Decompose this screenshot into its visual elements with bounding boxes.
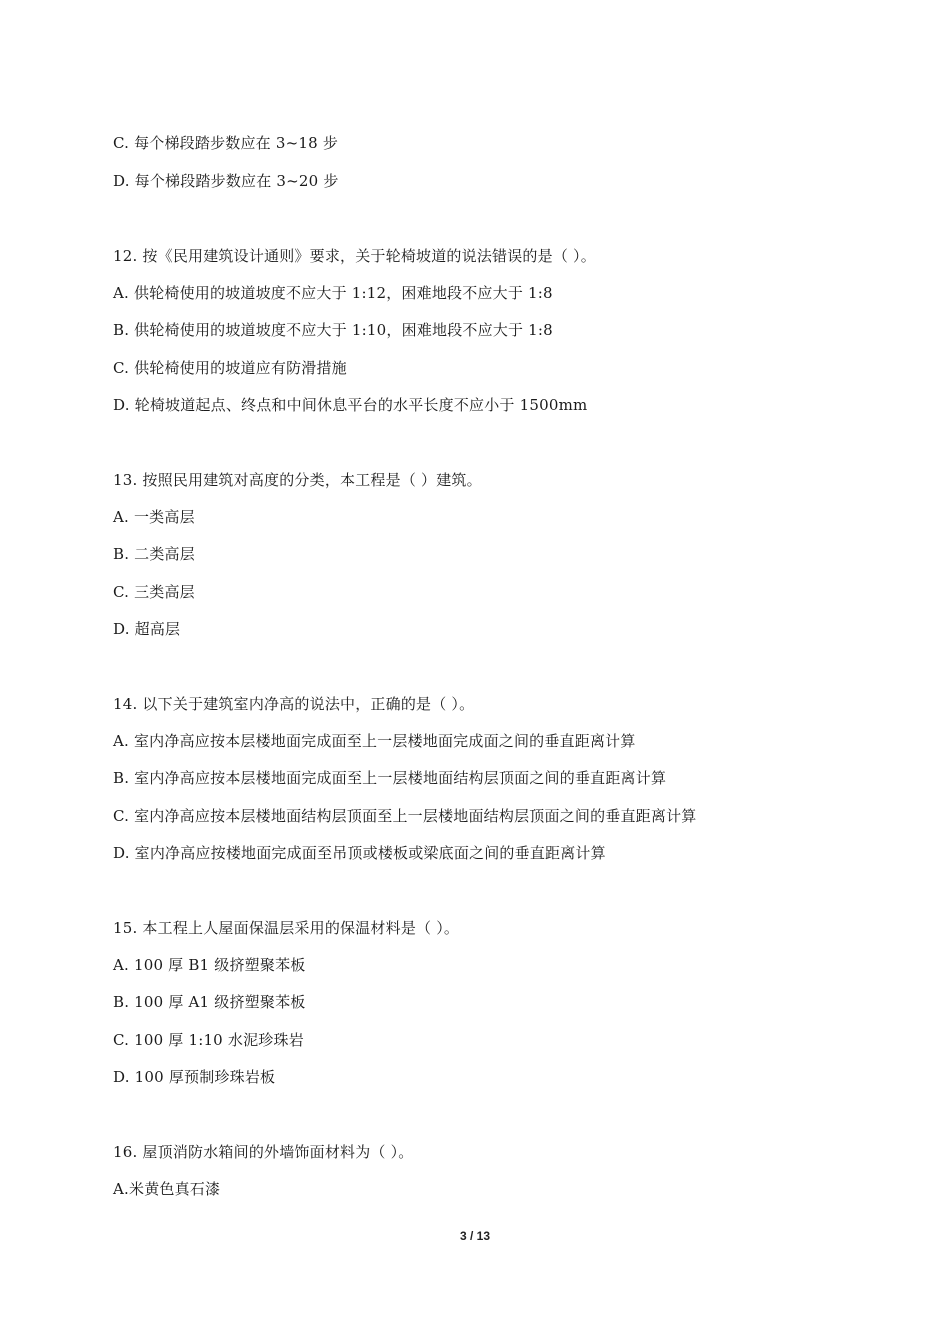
q14-option-b: B. 室内净高应按本层楼地面完成面至上一层楼地面结构层顶面之间的垂直距离计算	[113, 769, 667, 787]
q13-option-c: C. 三类高层	[113, 583, 195, 601]
q14-stem: 14. 以下关于建筑室内净高的说法中，正确的是（ ）。	[113, 695, 475, 713]
q14-option-a: A. 室内净高应按本层楼地面完成面至上一层楼地面完成面之间的垂直距离计算	[113, 732, 636, 750]
q12-option-c: C. 供轮椅使用的坡道应有防滑措施	[113, 359, 347, 377]
q13-stem: 13. 按照民用建筑对高度的分类，本工程是（ ）建筑。	[113, 471, 482, 489]
q13-option-d: D. 超高层	[113, 620, 181, 638]
q16-stem: 16. 屋顶消防水箱间的外墙饰面材料为（ ）。	[113, 1143, 414, 1161]
q11-option-c: C. 每个梯段踏步数应在 3~18 步	[113, 134, 339, 152]
q16-option-a: A.米黄色真石漆	[113, 1180, 221, 1198]
page-number: 3 / 13	[459, 1229, 491, 1243]
q15-stem: 15. 本工程上人屋面保温层采用的保温材料是（ ）。	[113, 919, 460, 937]
q12-option-b: B. 供轮椅使用的坡道坡度不应大于 1:10，困难地段不应大于 1:8	[113, 321, 553, 339]
q12-option-a: A. 供轮椅使用的坡道坡度不应大于 1:12，困难地段不应大于 1:8	[113, 284, 553, 302]
q15-option-d: D. 100 厚预制珍珠岩板	[113, 1068, 276, 1086]
q12-stem: 12. 按《民用建筑设计通则》要求，关于轮椅坡道的说法错误的是（ ）。	[113, 247, 596, 265]
q14-option-d: D. 室内净高应按楼地面完成面至吊顶或楼板或梁底面之间的垂直距离计算	[113, 844, 606, 862]
q13-option-b: B. 二类高层	[113, 545, 195, 563]
q13-option-a: A. 一类高层	[113, 508, 195, 526]
q15-option-a: A. 100 厚 B1 级挤塑聚苯板	[113, 956, 306, 974]
q15-option-b: B. 100 厚 A1 级挤塑聚苯板	[113, 993, 306, 1011]
q15-option-c: C. 100 厚 1:10 水泥珍珠岩	[113, 1031, 304, 1049]
q12-option-d: D. 轮椅坡道起点、终点和中间休息平台的水平长度不应小于 1500mm	[113, 396, 588, 414]
q11-option-d: D. 每个梯段踏步数应在 3~20 步	[113, 172, 339, 190]
q14-option-c: C. 室内净高应按本层楼地面结构层顶面至上一层楼地面结构层顶面之间的垂直距离计算	[113, 807, 697, 825]
